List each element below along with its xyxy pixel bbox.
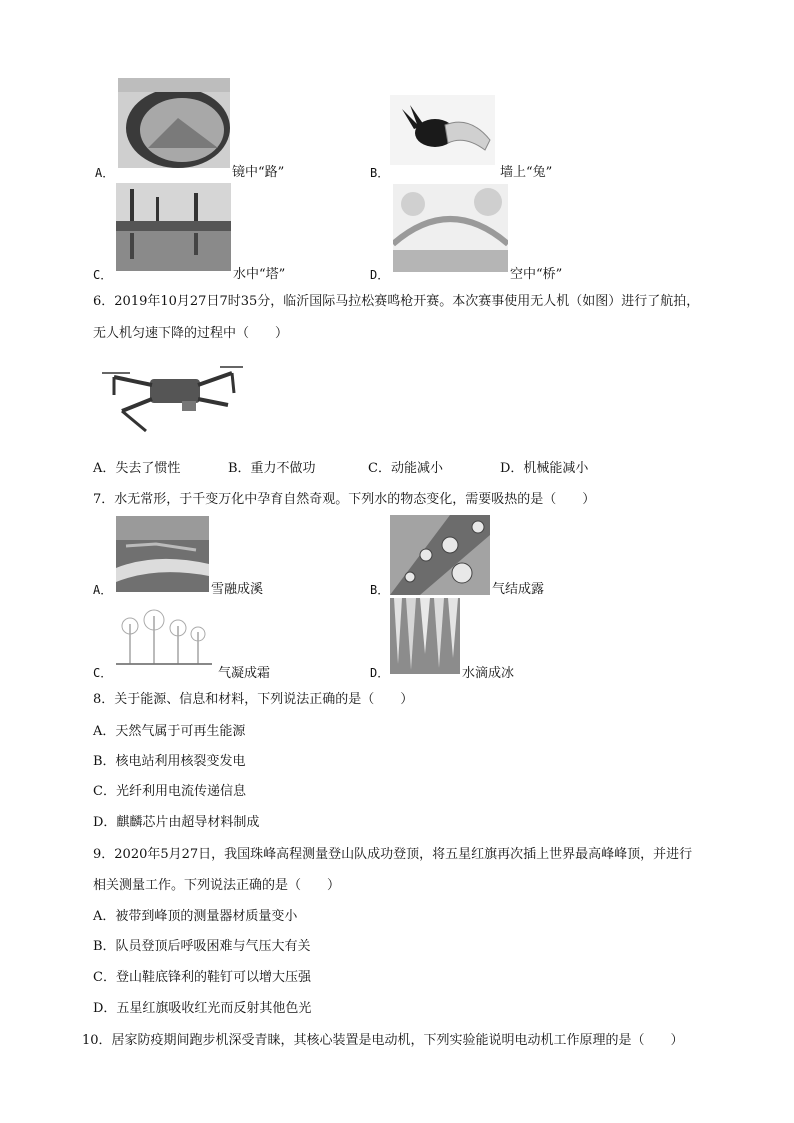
- q5-option-a-letter: A．: [95, 166, 115, 180]
- q6-stem-line1: 6．2019年10月27日7时35分，临沂国际马拉松赛鸣枪开赛。本次赛事使用无人机（如图）进行了航拍，: [93, 294, 700, 309]
- icicles-image: [390, 598, 460, 674]
- q7-option-c-letter: C．: [93, 666, 113, 680]
- q7-option-a-caption: 雪融成溪: [211, 582, 264, 597]
- q5-option-c-letter: C．: [93, 268, 113, 282]
- q9-stem-line2: 相关测量工作。下列说法正确的是（ ）: [93, 878, 341, 893]
- q7-option-b-letter: B．: [370, 583, 390, 597]
- q7-option-c-caption: 气凝成霜: [218, 666, 271, 681]
- q6-stem-line2: 无人机匀速下降的过程中（ ）: [93, 326, 289, 341]
- q7-option-d-caption: 水滴成冰: [462, 666, 515, 681]
- dew-drops-image: [390, 515, 490, 595]
- q9-option-b: B．队员登顶后呼吸困难与气压大有关: [93, 939, 311, 954]
- q7-stem: 7．水无常形，于千变万化中孕育自然奇观。下列水的物态变化，需要吸热的是（ ）: [93, 492, 596, 507]
- frost-trees-image: [116, 606, 212, 670]
- q5-option-c-caption: 水中“塔”: [233, 267, 286, 282]
- q9-option-d: D．五星红旗吸收红光而反射其他色光: [93, 1001, 312, 1016]
- q9-option-c: C．登山鞋底锋利的鞋钉可以增大压强: [93, 970, 311, 985]
- q8-option-b: B．核电站利用核裂变发电: [93, 754, 246, 769]
- q6-option-a: A．失去了惯性: [93, 461, 181, 476]
- q5-option-b-caption: 墙上“兔”: [500, 165, 553, 180]
- q7-option-d-letter: D．: [370, 666, 390, 680]
- wall-rabbit-shadow-image: [390, 95, 495, 165]
- q8-option-a: A．天然气属于可再生能源: [93, 724, 246, 739]
- q8-option-d: D．麒麟芯片由超导材料制成: [93, 815, 260, 830]
- q5-option-d-letter: D．: [370, 268, 390, 282]
- drone-image: [100, 355, 245, 435]
- sky-bridge-image: [393, 184, 508, 272]
- q7-option-b-caption: 气结成露: [492, 582, 545, 597]
- q5-option-d-caption: 空中“桥”: [510, 267, 563, 282]
- q6-option-b: B．重力不做功: [228, 461, 316, 476]
- q9-stem-line1: 9．2020年5月27日，我国珠峰高程测量登山队成功登顶，将五星红旗再次插上世界最高峰峰顶，并进行: [93, 847, 693, 862]
- q6-option-c: C．动能减小: [368, 461, 443, 476]
- q5-option-a-caption: 镜中“路”: [232, 165, 285, 180]
- snow-stream-image: [116, 516, 209, 592]
- q7-option-a-letter: A．: [93, 583, 113, 597]
- q9-option-a: A．被带到峰顶的测量器材质量变小: [93, 909, 298, 924]
- q6-option-d: D．机械能减小: [500, 461, 589, 476]
- mirror-road-image: [118, 78, 230, 168]
- q8-option-c: C．光纤利用电流传递信息: [93, 784, 246, 799]
- q8-stem: 8．关于能源、信息和材料，下列说法正确的是（ ）: [93, 692, 414, 707]
- water-tower-image: [116, 183, 231, 271]
- q5-option-b-letter: B．: [370, 166, 390, 180]
- q10-stem: 10．居家防疫期间跑步机深受青睐，其核心装置是电动机，下列实验能说明电动机工作原理的是（ ）: [82, 1033, 684, 1048]
